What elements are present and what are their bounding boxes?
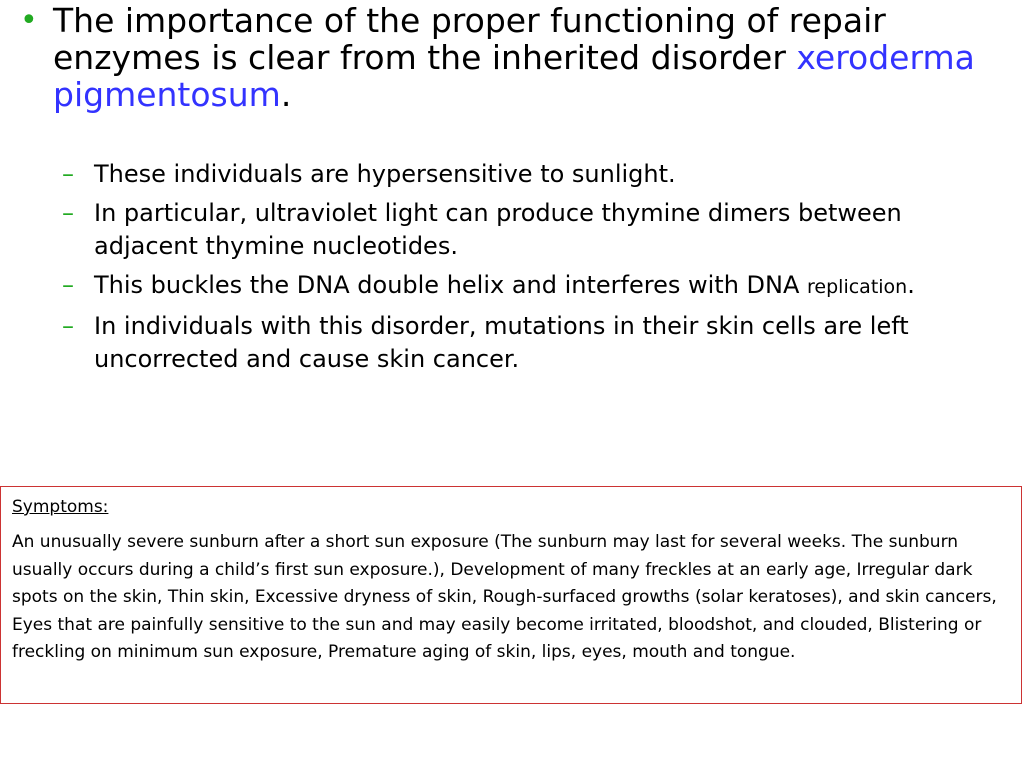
sub-bullet-text: These individuals are hypersensitive to sunlight. [94,160,676,188]
main-bullet [20,2,1010,113]
main-bullet-text-start: The importance of the proper functioning of repair enzymes is clear from the inherited disorder [53,1,886,77]
sub-bullet-text-small: replication [807,276,908,298]
dash-icon: – [62,160,74,188]
symptoms-title: Symptoms: [12,497,109,517]
sub-bullet-text: In individuals with this disorder, mutations in their skin cells are left uncorrected and cause skin cancer. [94,312,909,373]
dash-icon: – [62,199,74,227]
sub-bullet-text-end: . [907,271,915,299]
sub-bullet-item [62,310,992,376]
dash-icon: – [62,271,74,299]
bullet-dot-icon: • [20,3,38,38]
sub-bullet-list [62,158,992,382]
sub-bullet-text-main: This buckles the DNA double helix and interferes with DNA [94,271,808,299]
symptoms-box [0,486,1022,704]
main-bullet-text-end: . [280,75,292,114]
disorder-name: xeroderma pigmentosum [53,38,975,114]
sub-bullet-item [62,197,992,263]
sub-bullet-text: In particular, ultraviolet light can produce thymine dimers between adjacent thymine nucleotides. [94,199,902,260]
dash-icon: – [62,312,74,340]
symptoms-body: An unusually severe sunburn after a short sun exposure (The sunburn may last for several weeks. The sunburn usually occurs during a child’s first sun exposure.), Development of many freckles at an early age, Irregular dark spots on the skin, Thin skin, Excessive dryness of skin, Rough-surfaced growths (solar keratoses), and skin cancers, Eyes that are painfully sensitive to the sun and may easily become irritated, bloodshot, and clouded, Blistering or freckling on minimum sun exposure, Premature aging of skin, lips, eyes, mouth and tongue. [12,532,997,662]
sub-bullet-item [62,158,992,191]
sub-bullet-text [94,269,915,304]
sub-bullet-item [62,269,992,304]
main-bullet-text [53,2,1010,113]
